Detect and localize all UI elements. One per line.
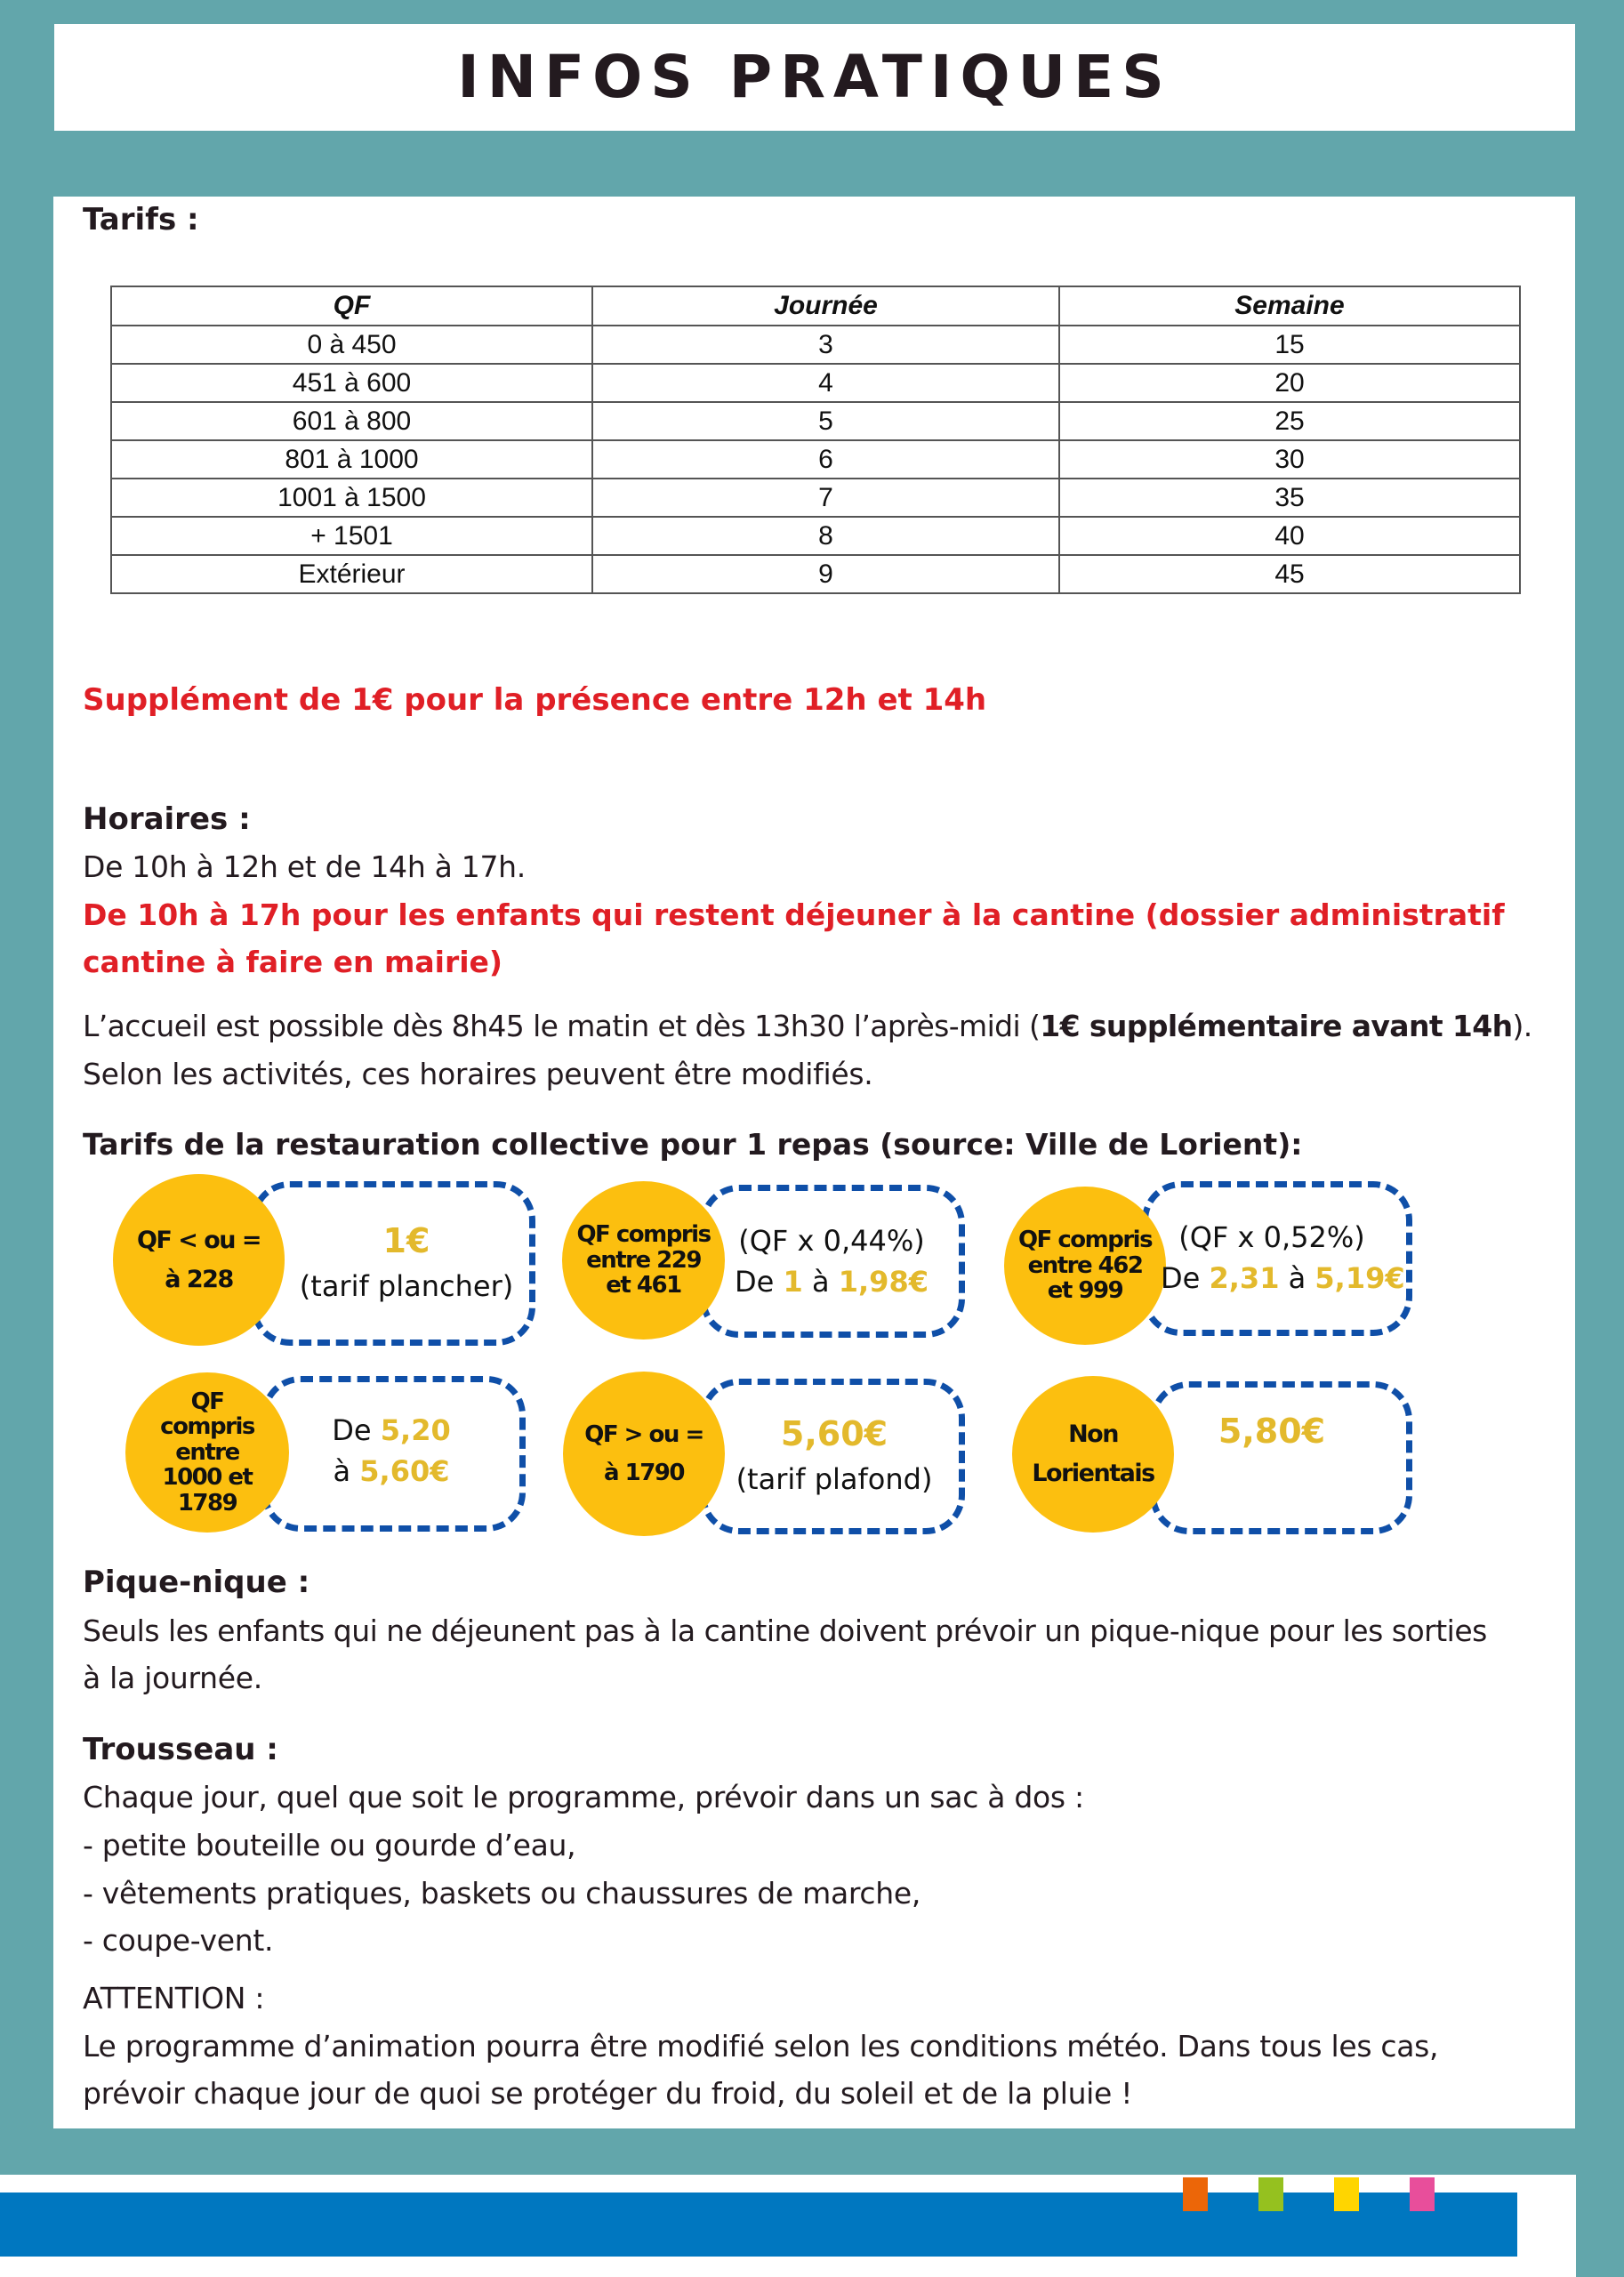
horaires-red-line-2: cantine à faire en mairie): [83, 945, 502, 979]
attention-line-2: prévoir chaque jour de quoi se protéger du froid, du soleil et de la pluie !: [83, 2076, 1133, 2111]
cell-journee: 5: [592, 402, 1059, 440]
price-range: [725, 1261, 938, 1302]
cell-qf: + 1501: [111, 517, 592, 555]
header-qf: QF: [111, 286, 592, 326]
cell-journee: 8: [592, 517, 1059, 555]
range-sep: à: [802, 1265, 839, 1299]
range-to: 5,19€: [1314, 1261, 1405, 1296]
cell-qf: 801 à 1000: [111, 440, 592, 479]
qf-circle-2: [562, 1181, 725, 1340]
qf-label-line: QF: [190, 1388, 224, 1415]
footer-square-orange: [1183, 2177, 1208, 2211]
selon-line: Selon les activités, ces horaires peuvent être modifiés.: [83, 1057, 873, 1091]
header-journee: Journée: [592, 286, 1059, 326]
range-from: 5,20: [380, 1413, 451, 1447]
cell-journee: 3: [592, 326, 1059, 364]
supplement-notice: Supplément de 1€ pour la présence entre 12h et 14h: [83, 682, 987, 718]
range-from: 2,31: [1209, 1261, 1280, 1296]
qf-label-line: 1789: [177, 1489, 237, 1517]
price-text-3: [1161, 1217, 1405, 1299]
price-text-6: [1183, 1407, 1361, 1456]
pique-nique-line-2: à la journée.: [83, 1661, 262, 1695]
title-panel: [54, 24, 1575, 131]
price-value: 5,60€: [780, 1414, 888, 1453]
table-header-row: [111, 286, 1520, 326]
qf-circle-5: [563, 1372, 725, 1536]
cell-journee: 6: [592, 440, 1059, 479]
price-value: 5,80€: [1218, 1412, 1326, 1451]
cell-qf: 0 à 450: [111, 326, 592, 364]
trousseau-item: - coupe-vent.: [83, 1923, 274, 1958]
cell-qf: 601 à 800: [111, 402, 592, 440]
range-prefix: De: [735, 1265, 784, 1299]
qf-circle-4: [125, 1372, 289, 1533]
footer-square-green: [1258, 2177, 1283, 2211]
qf-circle-1: [113, 1174, 285, 1346]
price-note: (tarif plafond): [736, 1462, 933, 1497]
qf-label-line: Lorientais: [1032, 1460, 1154, 1487]
qf-label-line: entre: [175, 1438, 239, 1466]
restauration-heading: Tarifs de la restauration collective pour 1 repas (source: Ville de Lorient):: [83, 1127, 1303, 1162]
accueil-suffix: ).: [1512, 1009, 1532, 1043]
qf-label-line: et 999: [1047, 1277, 1123, 1305]
qf-label-line: Non: [1068, 1420, 1118, 1449]
range-sep: à: [1279, 1261, 1315, 1296]
accueil-line: [83, 1011, 1532, 1041]
qf-label-line: compris: [160, 1413, 254, 1441]
horaires-line: De 10h à 12h et de 14h à 17h.: [83, 849, 526, 884]
qf-label-line: à 228: [165, 1265, 233, 1293]
header-semaine: Semaine: [1059, 286, 1520, 326]
price-range-to: [302, 1451, 480, 1492]
cell-semaine: 20: [1059, 364, 1520, 402]
qf-label-line: entre 462: [1027, 1251, 1143, 1279]
table-row: [111, 517, 1520, 555]
table-row: [111, 479, 1520, 517]
qf-label-line: entre 229: [586, 1246, 701, 1274]
price-text-5: [719, 1410, 950, 1500]
range-to: 5,60€: [359, 1454, 450, 1489]
page-title: INFOS PRATIQUES: [457, 43, 1172, 111]
table-row: [111, 402, 1520, 440]
cell-semaine: 30: [1059, 440, 1520, 479]
price-value: 1€: [382, 1221, 430, 1260]
accueil-bold: 1€ supplémentaire avant 14h: [1040, 1009, 1513, 1043]
qf-label-line: QF > ou =: [584, 1420, 703, 1448]
pique-nique-line-1: Seuls les enfants qui ne déjeunent pas à la cantine doivent prévoir un pique-nique pour les sorties: [83, 1613, 1487, 1648]
cell-journee: 4: [592, 364, 1059, 402]
horaires-red-line-1: De 10h à 17h pour les enfants qui restent déjeuner à la cantine (dossier administratif: [83, 897, 1505, 932]
range-to: 1,98€: [838, 1265, 929, 1299]
cell-semaine: 40: [1059, 517, 1520, 555]
cell-journee: 7: [592, 479, 1059, 517]
price-note: (tarif plancher): [299, 1269, 514, 1304]
qf-label-line: QF compris: [1017, 1227, 1153, 1254]
qf-label-line: 1000 et: [162, 1464, 253, 1492]
price-range: [1161, 1258, 1405, 1299]
footer-blue-bar: [0, 2193, 1517, 2257]
range-sep: à: [333, 1454, 360, 1489]
trousseau-heading: Trousseau :: [83, 1732, 278, 1767]
table-row: [111, 555, 1520, 593]
cell-semaine: 35: [1059, 479, 1520, 517]
price-box-6: [1150, 1381, 1412, 1534]
range-prefix: De: [1161, 1261, 1210, 1296]
qf-label-line: à 1790: [604, 1459, 684, 1486]
table-row: [111, 326, 1520, 364]
price-formula: (QF x 0,44%): [738, 1224, 925, 1258]
footer-square-pink: [1410, 2177, 1435, 2211]
tarifs-table: [110, 286, 1521, 594]
table-row: [111, 440, 1520, 479]
trousseau-item: - petite bouteille ou gourde d’eau,: [83, 1828, 576, 1863]
qf-label-line: QF compris: [576, 1221, 711, 1249]
qf-circle-6: [1012, 1376, 1174, 1533]
price-range-from: [302, 1410, 480, 1451]
qf-label-line: et 461: [606, 1272, 681, 1299]
footer-square-yellow: [1334, 2177, 1359, 2211]
qf-circle-3: [1004, 1187, 1166, 1345]
pique-nique-heading: Pique-nique :: [83, 1565, 310, 1600]
table-row: [111, 364, 1520, 402]
cell-qf: 451 à 600: [111, 364, 592, 402]
price-text-1: [286, 1217, 527, 1307]
price-text-4: [302, 1410, 480, 1493]
cell-semaine: 25: [1059, 402, 1520, 440]
accueil-prefix: L’accueil est possible dès 8h45 le matin et dès 13h30 l’après-midi (: [83, 1009, 1041, 1043]
price-text-2: [725, 1220, 938, 1303]
cell-qf: Extérieur: [111, 555, 592, 593]
range-prefix: De: [332, 1413, 381, 1447]
price-formula: (QF x 0,52%): [1178, 1220, 1365, 1254]
cell-semaine: 45: [1059, 555, 1520, 593]
range-from: 1: [783, 1265, 803, 1299]
attention-label: ATTENTION :: [83, 1981, 265, 2016]
cell-journee: 9: [592, 555, 1059, 593]
attention-line-1: Le programme d’animation pourra être modifié selon les conditions météo. Dans tous les cas,: [83, 2029, 1439, 2064]
cell-qf: 1001 à 1500: [111, 479, 592, 517]
tarifs-heading: Tarifs :: [83, 202, 199, 237]
cell-semaine: 15: [1059, 326, 1520, 364]
trousseau-intro: Chaque jour, quel que soit le programme, prévoir dans un sac à dos :: [83, 1780, 1084, 1814]
qf-label-line: QF < ou =: [136, 1226, 261, 1254]
trousseau-item: - vêtements pratiques, baskets ou chaussures de marche,: [83, 1876, 921, 1911]
horaires-heading: Horaires :: [83, 801, 251, 837]
